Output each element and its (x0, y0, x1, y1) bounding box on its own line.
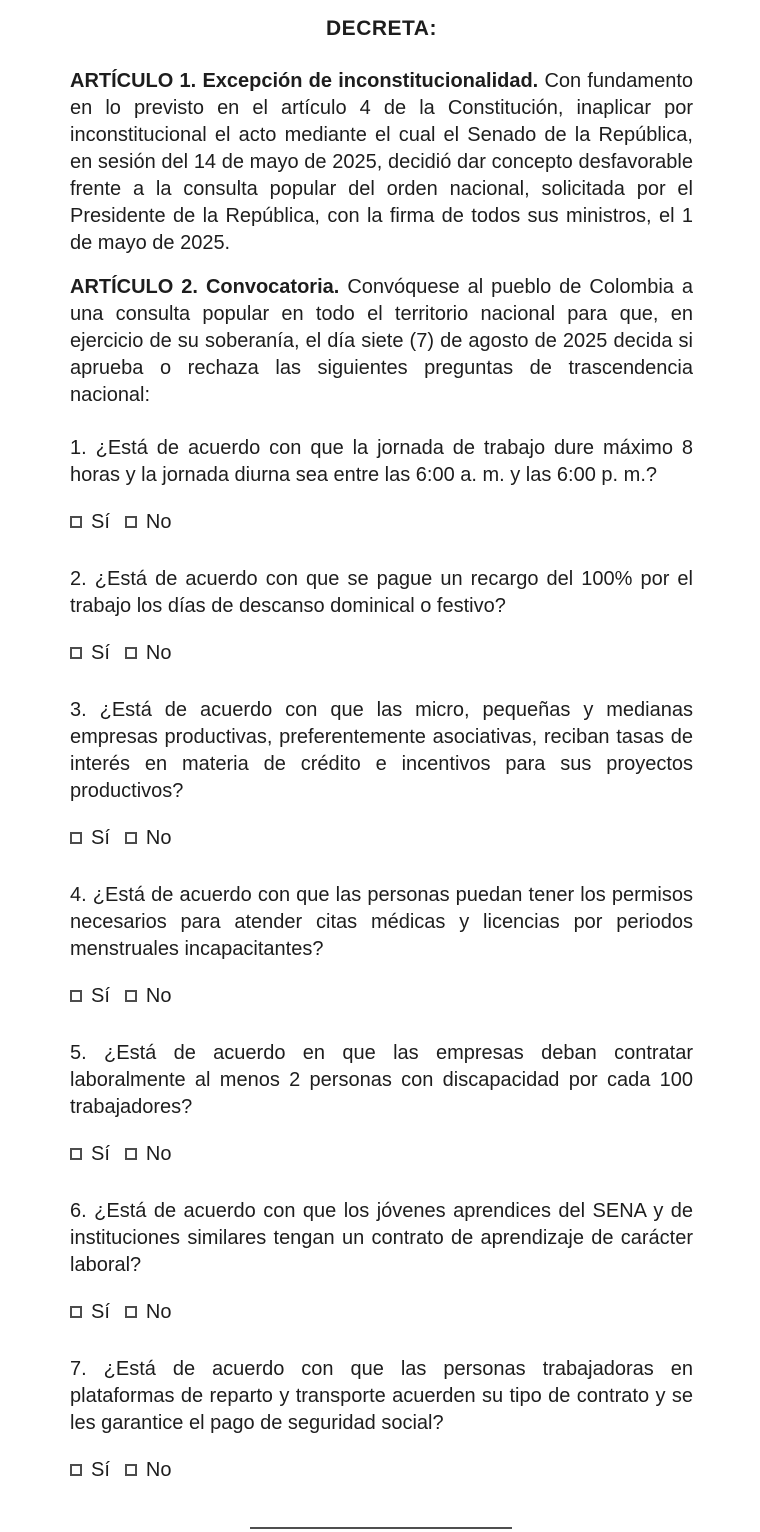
yes-checkbox (70, 647, 82, 659)
no-label: No (145, 985, 172, 1007)
no-checkbox (125, 647, 137, 659)
question-body: ¿Está de acuerdo con que se pague un recargo del 100% por el trabajo los días de descanso dominical o festivo? (70, 568, 694, 617)
question-block (70, 1198, 693, 1326)
yes-checkbox (70, 990, 82, 1002)
no-label: No (145, 827, 172, 849)
no-label: No (145, 1459, 172, 1481)
answer-options-row (70, 1457, 693, 1484)
yes-label: Sí (91, 642, 110, 664)
question-text (70, 882, 693, 963)
yes-label: Sí (91, 1301, 110, 1323)
answer-options-row (70, 1299, 693, 1326)
question-number: 6. (70, 1200, 87, 1222)
answer-options-row (70, 509, 693, 536)
question-body: ¿Está de acuerdo con que los jóvenes aprendices del SENA y de instituciones similares tengan un contrato de aprendizaje de carácter laboral? (70, 1200, 694, 1276)
yes-checkbox (70, 1306, 82, 1318)
question-block (70, 697, 693, 852)
yes-label: Sí (91, 1459, 110, 1481)
yes-checkbox (70, 516, 82, 528)
no-checkbox (125, 1306, 137, 1318)
answer-options-row (70, 983, 693, 1010)
question-number: 5. (70, 1042, 87, 1064)
yes-label: Sí (91, 1143, 110, 1165)
yes-checkbox (70, 1148, 82, 1160)
question-number: 3. (70, 699, 87, 721)
article-1-heading: Excepción de inconstitucionalidad. (202, 70, 539, 92)
question-block (70, 566, 693, 667)
article-1-label: ARTÍCULO 1. (70, 70, 197, 92)
no-checkbox (125, 516, 137, 528)
answer-options-row (70, 640, 693, 667)
yes-label: Sí (91, 827, 110, 849)
no-checkbox (125, 1148, 137, 1160)
no-checkbox (125, 990, 137, 1002)
question-body: ¿Está de acuerdo con que las micro, pequeñas y medianas empresas productivas, preferentemente asociativas, reciban tasas de interés en materia de crédito e incentivos para sus proyectos productivos? (70, 699, 693, 802)
yes-checkbox (70, 832, 82, 844)
article-1-paragraph (70, 68, 693, 257)
signature-line (250, 1527, 512, 1529)
question-block (70, 882, 693, 1010)
yes-checkbox (70, 1464, 82, 1476)
answer-options-row (70, 825, 693, 852)
question-number: 1. (70, 437, 87, 459)
question-body: ¿Está de acuerdo con que las personas trabajadoras en plataformas de reparto y transporte acuerden su tipo de contrato y se les garantice el pago de seguridad social? (70, 1358, 693, 1434)
question-body: ¿Está de acuerdo con que las personas puedan tener los permisos necesarios para atender citas médicas y licencias por periodos menstruales incapacitantes? (70, 884, 693, 960)
question-body: ¿Está de acuerdo en que las empresas deban contratar laboralmente al menos 2 personas con discapacidad por cada 100 trabajadores? (70, 1042, 693, 1118)
yes-label: Sí (91, 985, 110, 1007)
question-text (70, 566, 693, 620)
question-text (70, 697, 693, 805)
questions (70, 435, 693, 1484)
no-label: No (145, 1301, 172, 1323)
no-label: No (145, 1143, 172, 1165)
no-checkbox (125, 832, 137, 844)
question-number: 7. (70, 1358, 87, 1380)
question-text (70, 435, 693, 489)
question-body: ¿Está de acuerdo con que la jornada de trabajo dure máximo 8 horas y la jornada diurna sea entre las 6:00 a. m. y las 6:00 p. m.? (70, 437, 694, 486)
question-block (70, 435, 693, 536)
no-label: No (145, 642, 172, 664)
article-1-body: Con fundamento en lo previsto en el artículo 4 de la Constitución, inaplicar por inconstitucional el acto mediante el cual el Senado de la República, en sesión del 14 de mayo de 2025, decidió dar concepto desfavorable frente a la consulta popular del orden nacional, solicitada por el Presidente de la República, con la firma de todos sus ministros, el 1 de mayo de 2025. (70, 70, 694, 254)
question-block (70, 1356, 693, 1484)
question-block (70, 1040, 693, 1168)
question-text (70, 1356, 693, 1437)
question-text (70, 1198, 693, 1279)
no-label: No (145, 511, 172, 533)
no-checkbox (125, 1464, 137, 1476)
article-2-heading: Convocatoria. (205, 276, 340, 298)
document-title: DECRETA: (326, 17, 437, 40)
yes-label: Sí (91, 511, 110, 533)
question-number: 4. (70, 884, 87, 906)
question-text (70, 1040, 693, 1121)
article-2-paragraph (70, 274, 693, 409)
article-2-body: Convóquese al pueblo de Colombia a una consulta popular en todo el territorio nacional para que, en ejercicio de su soberanía, el día siete (7) de agosto de 2025 decida si aprueba o rechaza las siguientes preguntas de trascendencia nacional: (70, 276, 693, 406)
answer-options-row (70, 1141, 693, 1168)
question-number: 2. (70, 568, 87, 590)
article-2-label: ARTÍCULO 2. (70, 276, 198, 298)
